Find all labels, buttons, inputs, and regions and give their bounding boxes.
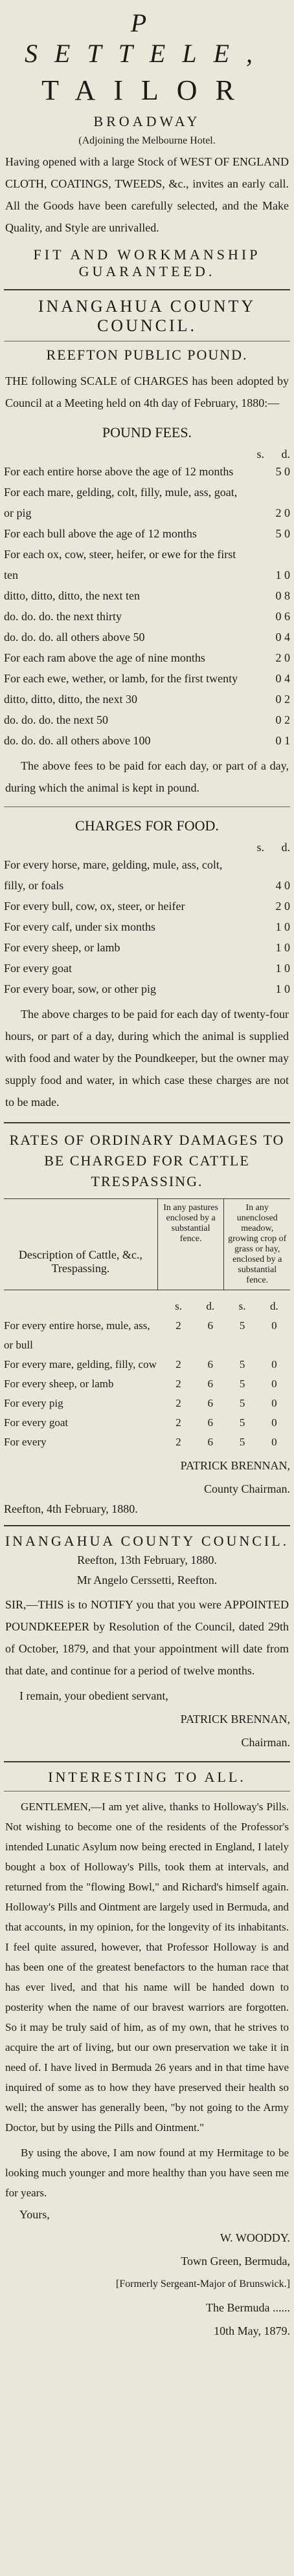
damages-title: RATES OF ORDINARY DAMAGES TO BE CHARGED FOR CATTLE TRESPASSING. [9,1132,285,1189]
description-header: Description of Cattle, &c., Trespassing. [18,1248,142,1275]
fees-note: The above fees to be paid for each day, or part of a day, during which the animal is kept in pound. [5,759,289,794]
food-column-header [4,841,290,854]
damages-table-header [4,1198,290,1290]
guarantee-line: FIT AND WORKMANSHIP GUARANTEED. [33,246,261,279]
thin-divider [4,806,290,807]
fee-row: For each mare, gelding, colt, filly, mule, ass, goat, or pig 2 0 [4,486,290,519]
advertiser-name: P SETTELE, [24,8,270,68]
holloway-letter [4,1769,290,2341]
section-divider [4,1525,290,1526]
letter-sign-line-1: Town Green, Bermuda, [181,2255,290,2268]
pound-intro: THE following SCALE of CHARGES has been adopted by Council at a Meeting held on 4th day of February, 1880:— [5,374,289,409]
section-divider [4,1122,290,1123]
fee-row: do. do. do. the next thirty 0 6 [4,610,290,623]
fees-column-header [4,448,290,461]
letter-body: GENTLEMEN,—I am yet alive, thanks to Holloway's Pills. Not wishing to become one of the residents of the Professor's intended Lunatic Asylum now being erected in England, I lately bought a box of Holloway's Pills, took them at intervals, and returned from the "flowing Bowl," and Richard's himself again. Holloway's Pills and Ointment are largely used in Bermuda, and that accounts, in my opinion, for the longevity of its inhabitants. I feel quite assured, however, that Professor Holloway is and has been one of the greatest benefactors to the human race that has ever lived, and that his name will be handed down to posterity when the name of our bravest warriors are forgotten. So it may be truly said of him, as of my own, that he strives to acquire the art of living, but our own preservation we take it in need of. I have lived in Bermuda 26 years and in that time have inquired of some as to how they have preserved their health so well; the answer has generally been, "by not going to the Army Doctor, but by using the Pills and Ointment." [5,1801,289,2134]
section-divider [4,289,290,290]
damages-signatory-title: County Chairman. [204,1482,290,1495]
shillings-header: s. [256,841,264,854]
damage-row: For every mare, gelding, filly, cow 2 6 5 0 [4,1358,277,1370]
letter-yours: Yours, [19,2208,50,2221]
notice-addressee: Mr Angelo Cerssetti, Reefton. [76,1574,218,1586]
notice-closing: I remain, your obedient servant, [19,1689,168,1702]
description-header-cell [4,1199,158,1290]
fee-row: For each ewe, wether, or lamb, for the first twenty 0 4 [4,672,290,685]
notice-signatory: PATRICK BRENNAN, [180,1713,290,1726]
address-note: (Adjoining the Melbourne Hotel. [78,135,216,146]
fee-row: ditto, ditto, ditto, the next 30 0 2 [4,693,290,706]
fee-row: do. do. do. all others above 50 0 4 [4,631,290,644]
fees-title: POUND FEES. [102,424,192,440]
section-divider [4,1761,290,1762]
damages-date: Reefton, 4th February, 1880. [4,1502,138,1515]
fee-row: For each bull above the age of 12 months 5 0 [4,527,290,540]
letter-title: INTERESTING TO ALL. [48,1769,246,1785]
food-row: For every calf, under six months 1 0 [4,920,290,933]
damages-rows [4,1316,290,1452]
letter-sign-line-2: [Formerly Sergeant-Major of Brunswick.] [116,2278,290,2289]
notice-council: INANGAHUA COUNTY COUNCIL. [5,1533,289,1549]
fee-row: do. do. do. the next 50 0 2 [4,713,290,726]
notice-signatory-title: Chairman. [241,1736,290,1749]
damage-row: For every goat 2 6 5 0 [4,1416,277,1429]
pence-header: d. [281,448,290,460]
letter-signatory: W. WOODDY. [220,2231,290,2244]
damages-notice [4,1130,290,1516]
food-row: For every bull, cow, ox, steer, or heifer 2 0 [4,900,290,913]
shillings-header: s. [256,448,264,460]
trade-title: TAILOR [41,74,253,106]
notice-date: Reefton, 13th February, 1880. [77,1553,217,1566]
food-title: CHARGES FOR FOOD. [75,817,219,834]
letter-date: 10th May, 1879. [214,2324,290,2337]
food-list [4,854,290,999]
poundkeeper-notice [4,1533,290,1752]
unenclosed-meadow-header: In any unenclosed meadow, growing crop of grass or hay, enclosed by a substantial fence. [228,1203,287,1285]
damages-units-row: s. d. s. d. [175,1300,278,1312]
enclosed-pasture-header: In any pastures enclosed by a substantial fence. [158,1199,225,1290]
fee-row: For each entire horse above the age of 12 months 5 0 [4,465,290,478]
fee-row: ditto, ditto, ditto, the next ten 0 8 [4,589,290,602]
fee-row: For each ram above the age of nine months 2 0 [4,651,290,664]
fees-list [4,461,290,751]
address-street: BROADWAY [93,113,201,129]
food-row: For every horse, mare, gelding, mule, ass, colt, filly, or foals 4 0 [4,858,290,892]
fee-row: For each ox, cow, steer, heifer, or ewe for the first ten 1 0 [4,548,290,581]
food-note: The above charges to be paid for each day of twenty-four hours, or part of a day, during which the animal is supplied with food and water by the Poundkeeper, but the owner may supply food and water, in which case these charges are not to be made. [5,1008,289,1109]
damage-row: For every 2 6 5 0 [4,1436,277,1448]
damages-signatory: PATRICK BRENNAN, [180,1459,290,1472]
letter-sign-line-3: The Bermuda ...... [206,2301,290,2314]
letter-closing: By using the above, I am now found at my Hermitage to be looking much younger and more healthy than you have seen me for years. [5,2147,289,2199]
notice-body: SIR,—THIS is to NOTIFY you that you were APPOINTED POUNDKEEPER by Resolution of the Council, dated 29th of October, 1879, and that your appointment will date from that date, and continue for a period of twelve months. [5,1598,289,1677]
tailor-advertisement [4,8,290,280]
damage-row: For every entire horse, mule, ass, or bull 2 6 5 0 [4,1319,277,1351]
stock-announcement: Having opened with a large Stock of WEST OF ENGLAND CLOTH, COATINGS, TWEEDS, &c., invites an early call. All the Goods have been carefully selected, and the Make Quality, and Style are unrivalled. [5,155,289,234]
food-row: For every goat 1 0 [4,962,290,975]
council-heading: INANGAHUA COUNTY COUNCIL. [38,297,256,335]
food-row: For every sheep, or lamb 1 0 [4,941,290,954]
damage-row: For every sheep, or lamb 2 6 5 0 [4,1378,277,1390]
pound-title: REEFTON PUBLIC POUND. [46,347,248,363]
newspaper-page [0,8,294,2576]
damage-row: For every pig 2 6 5 0 [4,1397,277,1409]
food-row: For every boar, sow, or other pig 1 0 [4,982,290,995]
pence-header: d. [281,841,290,854]
pound-notice [4,297,290,1113]
fee-row: do. do. do. all others above 100 0 1 [4,734,290,747]
